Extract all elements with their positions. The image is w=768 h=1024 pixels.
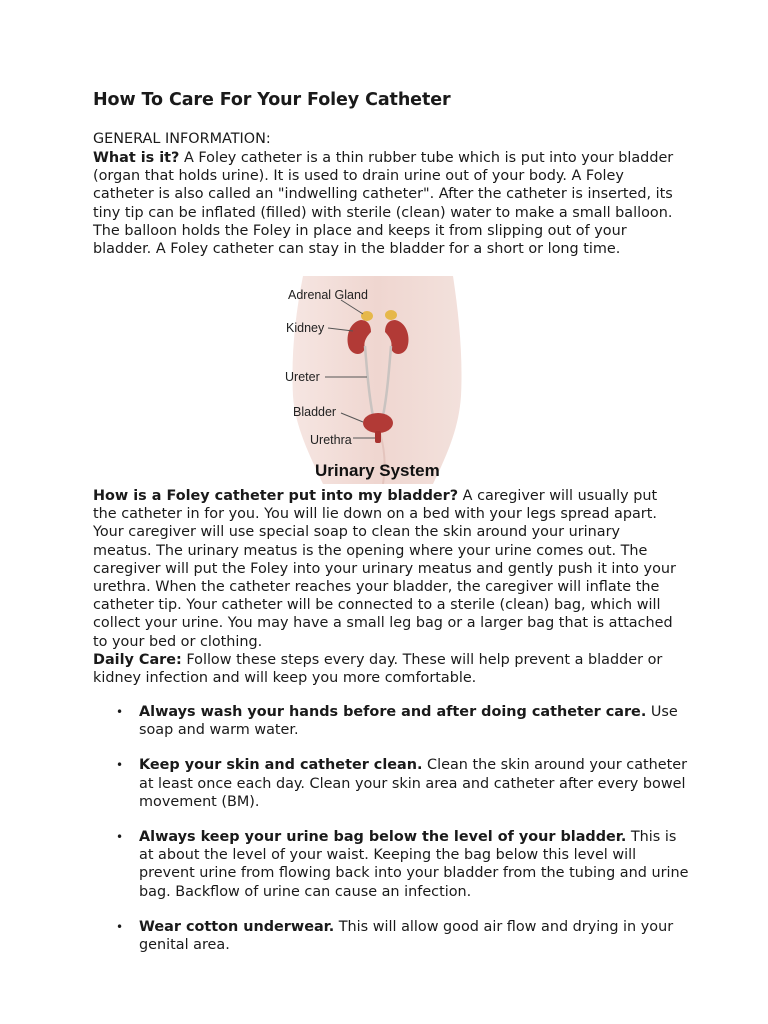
care-step-text: This is at about the level of your waist. Keeping the bag below this level will prevent urine from flowing back into your bladder from the tubing and urine bag. Backflow of urine can cause an infection. bbox=[139, 829, 689, 900]
care-step-text: Clean the skin around your catheter at least once each day. Clean your skin area and catheter after every bowel movement (BM). bbox=[139, 757, 688, 810]
label-adrenal-gland: Adrenal Gland bbox=[288, 288, 368, 302]
care-steps-list bbox=[93, 703, 693, 954]
daily-care-text: Follow these steps every day. These will help prevent a bladder or kidney infection and will keep you more comfortable. bbox=[93, 652, 663, 687]
section-heading: GENERAL INFORMATION: bbox=[93, 131, 271, 147]
how-is-it-inserted-text: A caregiver will usually put the catheter in for you. You will lie down on a bed with your legs spread apart. Your caregiver will use special soap to clean the skin around your urinary meatus. The urinary meatus is the opening where your urine comes out. The caregiver will put the Foley into your urinary meatus and gently push it into your urethra. When the catheter reaches your bladder, the caregiver will inflate the catheter tip. Your catheter will be connected to a sterile (clean) bag, which will collect your urine. You may have a small leg bag or a larger bag that is attached to your bed or clothing. bbox=[93, 488, 676, 650]
bullet-icon: • bbox=[116, 830, 124, 845]
what-is-it-text: A Foley catheter is a thin rubber tube which is put into your bladder (organ that holds urine). It is used to drain urine out of your body. A Foley catheter is also called an "indwelling catheter". After the catheter is inserted, its tiny tip can be inflated (filled) with sterile (clean) water to make a small balloon. The balloon holds the Foley in place and keeps it from slipping out of your bladder. A Foley catheter can stay in the bladder for a short or long time. bbox=[93, 150, 674, 258]
figure-caption: Urinary System bbox=[315, 461, 440, 480]
adrenal-gland-left bbox=[361, 311, 373, 321]
urinary-system-figure bbox=[283, 276, 473, 484]
urinary-system-illustration bbox=[283, 276, 473, 484]
adrenal-gland-right bbox=[385, 310, 397, 320]
urethra-organ bbox=[375, 431, 381, 443]
care-step-title: Always wash your hands before and after doing catheter care. bbox=[139, 704, 647, 720]
care-step-title: Keep your skin and catheter clean. bbox=[139, 757, 423, 774]
label-ureter: Ureter bbox=[285, 370, 320, 384]
daily-care-paragraph bbox=[93, 651, 683, 687]
care-step bbox=[93, 703, 693, 739]
what-is-it-paragraph bbox=[93, 149, 683, 258]
bullet-icon: • bbox=[116, 919, 124, 934]
care-step bbox=[93, 756, 693, 811]
bladder-organ bbox=[363, 413, 393, 433]
label-kidney: Kidney bbox=[286, 321, 325, 335]
how-is-it-inserted-label: How is a Foley catheter put into my bladder? bbox=[93, 488, 459, 504]
document-title: How To Care For Your Foley Catheter bbox=[93, 90, 451, 110]
how-is-it-inserted-paragraph bbox=[93, 487, 683, 651]
care-step-title: Always keep your urine bag below the level of your bladder. bbox=[139, 829, 627, 846]
care-step-text: This will allow good air flow and drying in your genital area. bbox=[139, 918, 674, 954]
label-urethra: Urethra bbox=[310, 433, 352, 447]
what-is-it-label: What is it? bbox=[93, 150, 180, 166]
label-bladder: Bladder bbox=[293, 405, 337, 419]
bullet-icon: • bbox=[116, 705, 124, 719]
bullet-icon: • bbox=[116, 758, 124, 773]
care-step bbox=[93, 828, 693, 901]
care-step bbox=[93, 918, 693, 954]
care-step-text: Use soap and warm water. bbox=[139, 704, 678, 739]
daily-care-label: Daily Care: bbox=[93, 652, 182, 668]
care-step-title: Wear cotton underwear. bbox=[139, 918, 335, 935]
